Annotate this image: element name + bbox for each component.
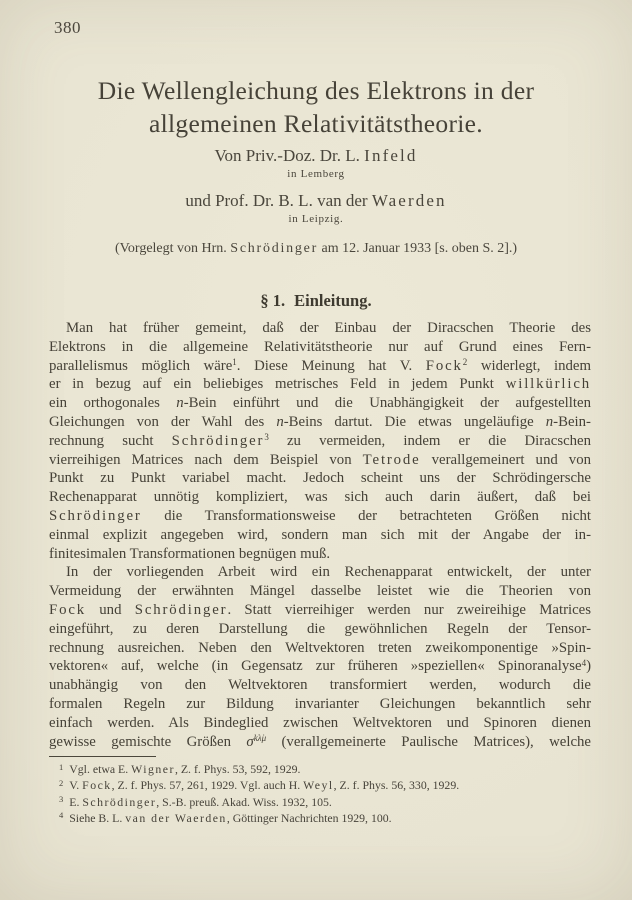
text-segment: , Z. f. Phys. 56, 330, 1929. (333, 778, 460, 793)
text-segment-sp: Schrödinger (134, 601, 228, 618)
article-body (49, 319, 591, 751)
text-segment-isup: kλ̇μ (253, 733, 267, 744)
text-segment: am 12. Januar 1933 [s. oben S. 2].) (317, 241, 518, 256)
text-segment: zu vermeiden, indem er die Diracschen (268, 432, 592, 449)
body-line (49, 357, 591, 376)
text-segment-sup: 1 (232, 357, 237, 368)
text-segment: gewisse gemischte Größen (49, 733, 247, 750)
text-segment: , Z. f. Phys. 57, 261, 1929. Vgl. auch H. (111, 778, 304, 793)
footnote-marker: 4 (59, 810, 64, 821)
paper-title-line-1: Die Wellengleichung des Elektrons in der (97, 76, 535, 105)
text-segment-sp: Fock (82, 778, 112, 793)
body-line (49, 319, 591, 338)
text-segment-sp: Fock (49, 601, 86, 618)
text-segment: Gleichungen von der Wahl des (49, 413, 277, 430)
text-segment-sup: 4 (581, 657, 587, 668)
text-segment-sp: Schrödinger (82, 794, 157, 809)
text-segment: Rechenapparat unnötig kompliziert, was sich auch darin äußert, daß bei (49, 489, 591, 506)
text-segment: Elektrons in die allgemeine Relativitätstheorie nur auf Grund eines Fern- (49, 338, 591, 355)
text-segment-sp: Schrödinger (49, 507, 142, 524)
body-line (49, 733, 591, 752)
text-segment: . Diese Meinung hat V. (236, 357, 426, 374)
author-2-affiliation: in Leipzig. (288, 213, 344, 225)
body-line (49, 469, 591, 488)
text-segment: die Transformationsweise der betrachteten Größen nicht (141, 507, 591, 524)
text-segment-i: n (276, 413, 284, 430)
text-segment-sp: willkürlich (505, 376, 591, 393)
text-segment: Siehe B. L. (69, 810, 126, 825)
text-segment: Vgl. etwa E. (69, 762, 132, 776)
footnote (49, 811, 591, 827)
footnote (49, 762, 591, 778)
text-segment: -Bein- (553, 413, 591, 430)
text-segment: unabhängig von den Weltvektoren transformiert werden, wodurch die (49, 677, 591, 694)
text-segment: -Beins dartut. Die etwas ungeläufige (283, 413, 546, 430)
section-heading (0, 291, 632, 311)
author-2 (0, 191, 632, 211)
footnote-marker: 3 (59, 794, 64, 805)
text-segment-i: n (176, 395, 184, 412)
body-line (49, 488, 591, 507)
body-line (49, 338, 591, 357)
section-number: § 1. (260, 291, 286, 310)
text-segment: verallgemeinert und von (420, 451, 591, 468)
text-segment: (verallgemeinerte Paulische Matrices), welche (266, 733, 591, 750)
text-segment: einfach werden. Als Bindeglied zwischen Weltvektoren und Spinoren dienen (49, 714, 591, 731)
text-segment: rechnung sucht (49, 432, 172, 449)
footnote (49, 795, 591, 811)
byline (0, 146, 632, 226)
text-segment-sp: Fock (425, 357, 463, 374)
text-segment: (Vorgelegt von Hrn. (114, 241, 231, 256)
text-segment: finitesimalen Transformationen begnügen muß. (49, 545, 331, 562)
body-line (49, 375, 591, 394)
text-segment-sp: Schrödinger (230, 241, 318, 256)
text-segment: und (86, 601, 135, 618)
body-line (49, 601, 591, 620)
body-line (49, 563, 591, 582)
text-segment: einmal explizit angegeben wird, sondern man sich mit der Angabe der in- (49, 526, 591, 543)
body-line (49, 432, 591, 451)
body-line (49, 526, 591, 545)
text-segment: rechnung ausreichen. Neben den Weltvektoren treten zweikomponentige »Spin- (49, 639, 591, 656)
text-segment-sp: van der Waerden (125, 810, 227, 825)
paragraph-1 (49, 319, 591, 563)
text-segment: widerlegt, indem (467, 357, 591, 374)
body-line (49, 394, 591, 413)
paper-title (0, 74, 632, 140)
text-segment-sup: 2 (462, 357, 468, 368)
body-line (49, 451, 591, 470)
author-1-affiliation: in Lemberg (287, 168, 345, 180)
text-segment: formalen Regeln zur Bildung invarianter Gleichungen bekanntlich sehr (49, 695, 591, 712)
body-line (49, 620, 591, 639)
footnotes (49, 762, 591, 827)
footnote-divider (49, 756, 156, 757)
text-segment: V. (69, 778, 83, 793)
text-segment-sp: Weyl (303, 778, 334, 793)
text-segment: eingeführt, zu deren Darstellung die gewöhnlichen Regeln der Tensor- (49, 620, 591, 637)
body-line (49, 545, 591, 564)
body-line (49, 639, 591, 658)
body-line (49, 657, 591, 676)
text-segment: Von Priv.-Doz. Dr. L. (214, 146, 365, 165)
text-segment-i: σ (246, 733, 254, 750)
text-segment: , Z. f. Phys. 53, 592, 1929. (174, 762, 301, 776)
text-segment-sp: Infeld (364, 146, 418, 165)
text-segment: Man hat früher gemeint, daß der Einbau der Diracschen Theorie des (66, 320, 591, 336)
text-segment: , S.-B. preuß. Akad. Wiss. 1932, 105. (156, 794, 332, 809)
text-segment: ) (586, 658, 591, 675)
body-line (49, 507, 591, 526)
text-segment-sp: Wigner (131, 762, 175, 776)
footnote (49, 778, 591, 794)
text-segment: vierreihigen Matrices nach dem Beispiel von (49, 451, 363, 468)
footnote-marker: 1 (59, 761, 64, 772)
text-segment: vektoren« auf, welche (in Gegensatz zur früheren »speziellen« Spinoranalyse (49, 658, 582, 675)
text-segment: In der vorliegenden Arbeit wird ein Rechenapparat entwickelt, der unter (66, 564, 591, 581)
text-segment: er in bezug auf ein beliebiges metrisches Feld in jedem Punkt (49, 376, 506, 393)
paper-title-line-2: allgemeinen Relativitätstheorie. (149, 109, 483, 138)
section-title: Einleitung. (294, 291, 372, 310)
body-line (49, 582, 591, 601)
paragraph-2 (49, 563, 591, 751)
body-line (49, 714, 591, 733)
text-segment: Vermeidung der erwähnten Mängel dasselbe leistet wie die Theorien von (49, 583, 591, 600)
body-line (49, 676, 591, 695)
text-segment-i: n (545, 413, 554, 430)
text-segment-sp: Schrödinger (171, 432, 265, 449)
text-segment: -Bein einführt und die Unabhängigkeit der aufgestellten (183, 395, 591, 412)
page-number: 380 (54, 18, 81, 37)
text-segment: E. (69, 794, 83, 809)
author-1 (0, 146, 632, 166)
text-segment: Punkt zu Punkt variabel macht. Jedoch scheint uns der Schrödingersche (49, 470, 591, 487)
text-segment: parallelismus möglich wäre (49, 357, 233, 374)
text-segment-sp: Tetrode (362, 451, 421, 468)
text-segment-sup: 3 (264, 432, 269, 443)
text-segment: ein orthogonales (49, 395, 177, 412)
body-line (49, 695, 591, 714)
text-segment-sp: Waerden (371, 191, 447, 210)
presentation-note (0, 241, 632, 257)
text-segment: und Prof. Dr. B. L. van der (185, 191, 372, 210)
body-line (49, 413, 591, 432)
footnote-marker: 2 (59, 777, 64, 788)
text-segment: . Statt vierreihiger werden nur zweireihige Matrices (227, 601, 591, 618)
text-segment: , Göttinger Nachrichten 1929, 100. (226, 810, 392, 825)
